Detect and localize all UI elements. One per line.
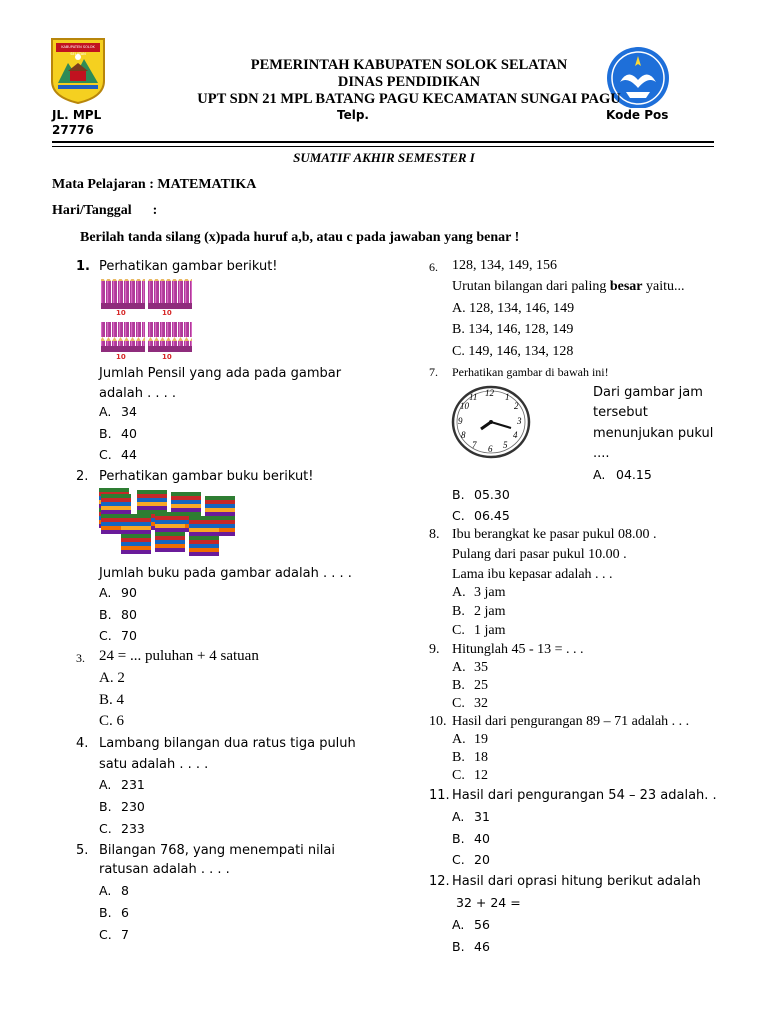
option-a[interactable]: A. 2 [99, 670, 125, 686]
option-letter[interactable]: A. [99, 585, 112, 600]
option-value: 231 [121, 777, 145, 792]
question-number: 2. [76, 469, 89, 484]
address-street: JL. MPL [52, 108, 102, 122]
option-letter[interactable]: B. [99, 607, 112, 622]
option-letter[interactable]: A. [99, 777, 112, 792]
clock-number: 5 [503, 440, 508, 450]
question-text: Perhatikan gambar di bawah ini! [452, 365, 609, 379]
crate-label: 10 [162, 353, 172, 361]
option-value: 8 [121, 883, 129, 898]
option-letter[interactable]: C. [452, 696, 465, 711]
option-letter[interactable]: B. [99, 905, 112, 920]
header-government: PEMERINTAH KABUPATEN SOLOK SELATAN [250, 57, 568, 73]
option-value: 56 [474, 917, 490, 932]
option-c[interactable]: C. 149, 146, 134, 128 [452, 344, 574, 359]
option-letter[interactable]: B. [452, 939, 465, 954]
crate-label: 10 [116, 309, 126, 317]
book-stacks-image [99, 488, 241, 560]
option-value: 35 [474, 660, 488, 675]
clock-number: 6 [488, 444, 493, 454]
option-value: 6 [121, 905, 129, 920]
question-number: 5. [76, 843, 89, 858]
question-text: Bilangan 768, yang menempati nilai [99, 843, 335, 858]
option-value: 40 [474, 831, 490, 846]
option-letter[interactable]: A. [452, 660, 466, 675]
option-letter[interactable]: B. [452, 831, 465, 846]
question-text: tersebut [593, 405, 648, 420]
question-expression: 32 + 24 = [456, 895, 521, 910]
question-text: Perhatikan gambar buku berikut! [99, 469, 314, 484]
clock-number: 12 [485, 388, 494, 398]
question-text: menunjukan pukul [593, 426, 714, 441]
option-letter[interactable]: A. [452, 917, 465, 932]
date-label: Hari/Tanggal : [52, 203, 158, 218]
option-letter[interactable]: A. [452, 809, 465, 824]
option-value: 3 jam [474, 585, 506, 600]
option-b[interactable]: B. 4 [99, 692, 125, 708]
option-letter[interactable]: B. [452, 487, 465, 502]
subject-label: Mata Pelajaran : MATEMATIKA [52, 177, 257, 192]
question-number: 10. [429, 714, 447, 729]
question-text: 128, 134, 149, 156 [452, 258, 557, 273]
option-value: 80 [121, 607, 137, 622]
question-text: Hasil dari oprasi hitung berikut adalah [452, 874, 701, 889]
emphasis-word: besar [609, 279, 643, 294]
clock-number: 1 [505, 392, 510, 402]
option-value: 05.30 [474, 487, 510, 502]
question-text: Pulang dari pasar pukul 10.00 . [452, 547, 627, 562]
question-text: Hitunglah 45 - 13 = . . . [452, 642, 584, 657]
question-text: ratusan adalah . . . . [99, 862, 230, 877]
option-letter[interactable]: A. [99, 404, 112, 419]
crate-label: 10 [116, 353, 126, 361]
option-letter[interactable]: A. [99, 883, 112, 898]
question-text: Jumlah Pensil yang ada pada gambar [99, 366, 342, 381]
option-letter[interactable]: C. [452, 768, 465, 783]
question-number: 11. [429, 788, 450, 803]
option-value: 1 jam [474, 623, 506, 638]
option-letter[interactable]: B. [452, 604, 465, 619]
clock-number: 10 [460, 401, 469, 411]
question-text: Urutan bilangan dari paling besar yaitu... [452, 279, 685, 294]
clock-number: 9 [458, 416, 463, 426]
option-letter[interactable]: C. [99, 821, 112, 836]
option-letter[interactable]: C. [99, 927, 112, 942]
option-letter[interactable]: C. [99, 447, 112, 462]
header-rule-thick [52, 141, 714, 143]
option-letter[interactable]: A. [593, 467, 606, 482]
option-value: 230 [121, 799, 145, 814]
option-letter[interactable]: C. [99, 628, 112, 643]
question-text: Perhatikan gambar berikut! [99, 259, 278, 274]
option-value: 12 [474, 768, 488, 783]
option-value: 18 [474, 750, 488, 765]
address-postal-code: Kode Pos [606, 108, 669, 122]
header-rule-thin [52, 146, 714, 147]
clock-number: 8 [461, 430, 466, 440]
option-value: 40 [121, 426, 137, 441]
question-text: Lambang bilangan dua ratus tiga puluh [99, 736, 356, 751]
option-letter[interactable]: B. [99, 426, 112, 441]
question-text: adalah . . . . [99, 386, 177, 401]
question-text: 24 = ... puluhan + 4 satuan [99, 648, 259, 664]
option-c[interactable]: C. 6 [99, 713, 125, 729]
option-value: 7 [121, 927, 129, 942]
header-school: UPT SDN 21 MPL BATANG PAGU KECAMATAN SUNGAI PAGU [197, 91, 621, 107]
option-value: 233 [121, 821, 145, 836]
option-letter[interactable]: C. [452, 508, 465, 523]
question-text: .... [593, 446, 610, 461]
option-value: 04.15 [616, 467, 652, 482]
header-department: DINAS PENDIDIKAN [337, 74, 481, 90]
option-value: 31 [474, 809, 490, 824]
address-telephone: Telp. [337, 108, 369, 122]
pencil-crates-image [100, 277, 194, 363]
question-number: 8. [429, 527, 440, 542]
question-text: satu adalah . . . . [99, 757, 209, 772]
question-text: Dari gambar jam [593, 385, 703, 400]
option-value: 70 [121, 628, 137, 643]
question-text: Hasil dari pengurangan 54 – 23 adalah. . [452, 788, 717, 803]
question-text: Jumlah buku pada gambar adalah . . . . [99, 566, 352, 581]
option-letter[interactable]: B. [99, 799, 112, 814]
question-number: 9. [429, 642, 440, 657]
question-number: 7. [429, 365, 438, 379]
exam-title: SUMATIF AKHIR SEMESTER I [293, 150, 475, 165]
clock-number: 3 [517, 416, 522, 426]
option-value: 32 [474, 696, 488, 711]
option-letter[interactable]: C. [452, 852, 465, 867]
crate-label: 10 [162, 309, 172, 317]
address-postcode: 27776 [52, 123, 94, 137]
option-letter[interactable]: B. [452, 750, 465, 765]
option-letter[interactable]: A. [452, 732, 466, 747]
option-value: 25 [474, 678, 488, 693]
option-value: 44 [121, 447, 137, 462]
question-text: Ibu berangkat ke pasar pukul 08.00 . [452, 527, 657, 542]
instruction: Berilah tanda silang (x)pada huruf a,b, atau c pada jawaban yang benar ! [80, 230, 520, 245]
clock-number: 7 [472, 440, 477, 450]
option-value: 20 [474, 852, 490, 867]
question-text: Hasil dari pengurangan 89 – 71 adalah . . . [452, 714, 690, 729]
option-letter[interactable]: C. [452, 623, 465, 638]
regency-logo-banner: KABUPATEN SOLOK SELATAN [61, 45, 95, 56]
question-number: 1. [76, 259, 90, 274]
question-number: 4. [76, 736, 89, 751]
option-value: 2 jam [474, 604, 506, 619]
clock-number: 4 [513, 430, 518, 440]
question-number: 6. [429, 260, 438, 274]
option-value: 19 [474, 732, 488, 747]
option-a[interactable]: A. 128, 134, 146, 149 [452, 301, 575, 316]
question-text: Lama ibu kepasar adalah . . . [452, 567, 613, 582]
option-value: 90 [121, 585, 137, 600]
option-value: 06.45 [474, 508, 510, 523]
question-number: 3. [76, 651, 85, 665]
option-letter[interactable]: B. [452, 678, 465, 693]
clock-number: 11 [469, 392, 478, 402]
option-b[interactable]: B. 134, 146, 128, 149 [452, 322, 574, 337]
clock-image [450, 384, 532, 460]
option-value: 34 [121, 404, 137, 419]
option-value: 46 [474, 939, 490, 954]
option-letter[interactable]: A. [452, 585, 466, 600]
question-number: 12. [429, 874, 450, 889]
clock-number: 2 [514, 401, 519, 411]
